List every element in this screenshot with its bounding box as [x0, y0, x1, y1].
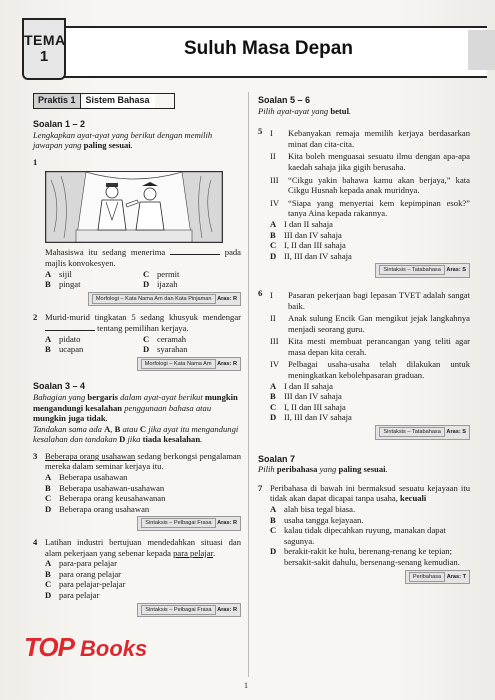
topic-tag	[258, 425, 470, 440]
option-letter: C	[45, 493, 52, 504]
roman-numeral: III	[270, 174, 279, 185]
topic-tag	[33, 357, 241, 372]
option-text: alah bisa tegal biasa.	[284, 504, 356, 514]
option-text: III dan IV sahaja	[284, 229, 342, 240]
t: bergaris	[87, 391, 118, 402]
theme-number: 1	[39, 48, 49, 65]
t: .	[200, 434, 203, 445]
option-letter: C	[143, 268, 150, 279]
option-letter: D	[45, 590, 52, 600]
question-3-options	[33, 472, 241, 514]
question-number: 5	[258, 126, 263, 137]
t: Bahagian yang	[33, 391, 88, 402]
option-letter: D	[270, 546, 277, 557]
statement-iii	[270, 175, 470, 196]
q4-text: Latihan industri bertujuan mendedahkan situasi dan alam pekerjaan yang sebenar kepada	[45, 537, 241, 558]
t: mungkin juga tidak	[33, 413, 106, 424]
option-text: berakit-rakit ke hulu, berenang-renang ke tepian; bersakit-sakit dahulu, bersenang-senang kemudian.	[284, 546, 460, 567]
option-c[interactable]	[45, 493, 241, 504]
section-heading-3-4: Soalan 3 – 4	[33, 381, 86, 392]
option-text: permit	[157, 268, 180, 279]
option-letter: B	[270, 514, 276, 525]
option-text: I, II dan III sahaja	[284, 240, 346, 251]
option-letter: B	[270, 229, 276, 240]
option-d[interactable]	[143, 344, 241, 355]
option-d[interactable]	[270, 251, 470, 262]
roman-numeral: III	[270, 336, 279, 347]
statement-i	[270, 128, 470, 149]
t: ,	[110, 423, 115, 434]
topic-tag-label	[137, 603, 241, 618]
option-c[interactable]	[45, 579, 241, 590]
statement-text: “Siapa yang menyertai kem kepimpinan esok?” tanya Aina kepada rakannya.	[288, 197, 470, 219]
question-number: 1	[33, 156, 38, 167]
section-heading-7: Soalan 7	[258, 453, 296, 464]
tag-level: Aras: R	[217, 360, 237, 367]
option-letter: A	[45, 268, 52, 279]
t: .	[385, 464, 388, 475]
statement-text: Pasaran pekerjaan bagi lepasan TVET adalah sangat baik.	[288, 289, 470, 311]
question-number: 7	[258, 482, 263, 493]
option-text: I dan II sahaja	[284, 218, 333, 229]
t: paling sesuai	[338, 464, 386, 475]
question-number: 6	[258, 287, 263, 298]
question-6-statements	[270, 288, 470, 381]
t: D	[119, 434, 126, 445]
option-c[interactable]	[270, 525, 470, 546]
tag-level: Aras: R	[217, 295, 237, 302]
option-a[interactable]	[45, 269, 143, 280]
option-b[interactable]	[270, 515, 470, 526]
option-text: ijazah	[157, 279, 178, 290]
option-text: II, III dan IV sahaja	[284, 250, 352, 261]
option-letter: C	[143, 333, 150, 344]
option-text: para-para pelajar	[59, 558, 117, 569]
option-a[interactable]	[45, 558, 241, 569]
option-letter: D	[143, 279, 150, 290]
q7-text: Peribahasa di bawah ini bermaksud sesuatu kejayaan itu tidak akan dapat dicapai tanpa usaha,	[270, 482, 470, 504]
question-1	[33, 157, 241, 168]
t: atau	[120, 423, 140, 434]
praktis-number: Praktis 1	[34, 94, 81, 108]
t: jika	[125, 434, 143, 445]
question-6-options	[258, 381, 470, 423]
tag-topic: Morfologi – Kata Nama Am	[141, 359, 216, 369]
option-d[interactable]	[45, 504, 241, 515]
option-a[interactable]	[45, 334, 143, 345]
option-a[interactable]	[270, 219, 470, 230]
statement-i	[270, 290, 470, 311]
roman-numeral: I	[270, 289, 273, 300]
option-text: para pelajar	[59, 590, 100, 600]
option-d[interactable]	[143, 279, 241, 290]
praktis-label	[33, 93, 175, 109]
section-heading-1-2: Soalan 1 – 2	[33, 119, 86, 129]
option-letter: B	[45, 344, 51, 355]
t: A	[104, 423, 111, 434]
t: jika ayat itu mengandungi kesalahan dan tandakan	[33, 423, 239, 445]
instr-bold: paling sesuai	[83, 140, 131, 151]
option-text: ucapan	[59, 344, 84, 355]
question-3	[33, 451, 241, 472]
option-text: para orang pelajar	[59, 568, 122, 579]
option-letter: C	[270, 525, 277, 536]
page-title: Suluh Masa Depan	[184, 38, 353, 59]
roman-numeral: II	[270, 151, 276, 162]
option-letter: A	[270, 380, 277, 391]
instr-text: Lengkapkan ayat-ayat yang berikut dengan memilih jawapan yang	[33, 129, 213, 151]
instruction-3-4	[33, 392, 241, 445]
option-letter: B	[270, 391, 276, 402]
statement-ii	[270, 313, 470, 334]
t: tiada kesalahan	[142, 434, 201, 445]
option-c[interactable]	[143, 334, 241, 345]
topic-tag	[33, 292, 241, 307]
instruction-5-6	[258, 106, 470, 117]
option-b[interactable]	[270, 391, 470, 402]
question-5-options	[258, 219, 470, 261]
option-a[interactable]	[270, 381, 470, 392]
answer-blank	[170, 254, 220, 255]
option-text: sijil	[59, 268, 72, 279]
graduation-ceremony-image	[46, 172, 222, 242]
q4-end: .	[212, 547, 216, 558]
question-2-options	[45, 334, 241, 355]
option-text: I dan II sahaja	[284, 380, 333, 391]
t: .	[105, 413, 108, 424]
praktis-topic: Sistem Bahasa	[81, 94, 155, 108]
topic-tag	[258, 570, 470, 585]
question-7	[258, 483, 470, 504]
question-5	[258, 126, 470, 219]
tag-level: Aras: R	[217, 520, 237, 527]
tag-level: Aras: S	[446, 267, 466, 274]
tag-topic: Sintaksis – Tatabahasa	[379, 265, 444, 275]
graduation-illustration	[45, 171, 223, 243]
t: mungkin mengandungi kesalahan	[33, 391, 238, 413]
q1-text-a: Mahasiswa itu sedang menerima	[45, 247, 171, 258]
t: Tandakan sama ada	[33, 423, 105, 434]
underlined-phrase: para pelajar	[173, 547, 213, 558]
option-letter: A	[270, 504, 277, 514]
tag-level: Aras: S	[446, 429, 466, 436]
t: B	[114, 423, 121, 434]
header-right-block	[468, 30, 495, 70]
question-number: 2	[33, 312, 38, 323]
option-b[interactable]	[45, 279, 143, 290]
tag-level: Aras: R	[217, 606, 237, 613]
statement-iii	[270, 336, 470, 357]
question-4-text	[45, 537, 241, 558]
right-column	[258, 93, 470, 584]
topbooks-watermark-logo	[24, 630, 156, 674]
option-letter: C	[270, 401, 277, 412]
t: Pilih ayat-ayat yang	[258, 105, 331, 116]
statement-text: Kebanyakan remaja memilih kerjaya berdasarkan minat dan cita-cita.	[288, 128, 470, 149]
t: betul	[330, 105, 349, 116]
q7-bold: kecuali	[400, 493, 427, 504]
option-letter: B	[45, 279, 51, 290]
t: peribahasa	[276, 464, 318, 475]
theme-tab	[22, 18, 66, 80]
statement-text: “Cikgu yakin bahawa kamu akan berjaya,” kata Cikgu Husnah kepada anak muridnya.	[288, 174, 470, 196]
option-letter: B	[45, 482, 51, 493]
option-b[interactable]	[45, 483, 241, 494]
t: Pilih	[258, 464, 277, 475]
option-c[interactable]	[270, 240, 470, 251]
option-text: III dan IV sahaja	[284, 391, 342, 402]
left-column	[33, 93, 241, 617]
option-c[interactable]	[143, 269, 241, 280]
question-3-text	[45, 451, 241, 472]
question-7-text	[270, 483, 470, 504]
question-7-options	[258, 504, 470, 568]
option-text: syarahan	[157, 344, 188, 355]
option-b[interactable]	[270, 230, 470, 241]
question-number: 4	[33, 537, 38, 548]
option-letter: A	[45, 333, 52, 344]
t: dalam ayat-ayat berikut	[117, 391, 205, 402]
option-text: usaha tangga kejayaan.	[284, 514, 364, 525]
instr-end: .	[130, 140, 133, 151]
question-2	[33, 312, 241, 333]
topic-tag-label	[137, 516, 241, 531]
option-text: pidato	[59, 333, 81, 344]
tag-topic: Sintaksis – Pelbagai Frasa	[141, 518, 215, 528]
topic-tag-label	[375, 263, 470, 278]
option-letter: A	[45, 558, 52, 569]
q2-text-b: tentang pemilihan kerjaya.	[95, 322, 189, 333]
topic-tag	[33, 516, 241, 531]
tag-topic: Morfologi – Kata Nama Am dan Kata Pinjaman	[92, 294, 216, 304]
option-d[interactable]	[270, 546, 470, 567]
answer-blank	[45, 330, 95, 331]
topic-tag-label	[375, 425, 470, 440]
page-number: 1	[244, 681, 248, 690]
statement-text: Kita boleh menguasai sesuatu ilmu dengan apa-apa kaedah sahaja jika gigih berusaha.	[288, 151, 470, 172]
q2-text-a: Murid-murid tingkatan 5 sedang khusyuk mendengar	[45, 312, 241, 323]
option-text: Beberapa orang keusahawanan	[59, 493, 166, 504]
option-letter: C	[270, 240, 277, 251]
option-letter: D	[45, 503, 52, 514]
option-d[interactable]	[45, 590, 241, 601]
option-text: kalau tidak dipecahkan ruyung, manakan dapat sagunya.	[284, 525, 446, 546]
roman-numeral: II	[270, 313, 276, 324]
option-text: Beberapa orang usahawan	[59, 503, 150, 514]
t: C	[139, 423, 147, 434]
topic-tag	[33, 603, 241, 618]
statement-iv	[270, 359, 470, 380]
statement-text: Kita mesti membuat perancangan yang teliti agar masa depan kita cerah.	[288, 336, 470, 357]
statement-text: Pelbagai usaha-usaha telah dilakukan untuk meningkatkan kebolehpasaran graduan.	[288, 359, 470, 381]
question-4-options	[33, 558, 241, 600]
option-text: Beberapa usahawan-usahawan	[59, 482, 165, 493]
option-letter: D	[143, 344, 150, 355]
question-4	[33, 537, 241, 558]
statement-text: Anak sulung Encik Gan mengikut jejak langkahnya menjadi seorang guru.	[288, 313, 470, 334]
column-divider	[248, 92, 249, 677]
option-letter: A	[45, 472, 52, 483]
tag-level: Aras: T	[446, 573, 466, 580]
q1-text-b: pada majlis konvokesyen.	[45, 247, 241, 268]
instruction-7	[258, 464, 470, 475]
roman-numeral: I	[270, 128, 273, 139]
option-letter: B	[45, 568, 51, 579]
question-number: 3	[33, 450, 38, 461]
tag-topic: Sintaksis – Tatabahasa	[379, 427, 444, 437]
option-d[interactable]	[270, 412, 470, 423]
option-text: Beberapa usahawan	[59, 472, 128, 483]
topic-tag-label	[405, 570, 470, 585]
statement-ii	[270, 151, 470, 172]
logo-books-text: Books	[80, 636, 148, 661]
option-c[interactable]	[270, 402, 470, 413]
option-b[interactable]	[45, 344, 143, 355]
option-text: ceramah	[157, 333, 187, 344]
question-5-statements	[270, 126, 470, 219]
question-6	[258, 288, 470, 381]
underlined-phrase: Beberapa orang usahawan	[45, 450, 136, 461]
question-1-options	[45, 269, 241, 290]
option-letter: A	[270, 218, 277, 229]
option-letter: D	[270, 250, 277, 261]
statement-iv	[270, 198, 470, 219]
option-letter: D	[270, 412, 277, 423]
topic-tag-label	[137, 357, 241, 372]
option-b[interactable]	[45, 569, 241, 580]
instruction-1-2	[33, 130, 241, 151]
section-heading-5-6: Soalan 5 – 6	[258, 95, 311, 105]
option-text: para pelajar-pelajar	[59, 579, 126, 590]
roman-numeral: IV	[270, 197, 280, 208]
question-2-text	[45, 312, 241, 333]
option-text: II, III dan IV sahaja	[284, 412, 352, 423]
roman-numeral: IV	[270, 359, 280, 370]
option-text: pingat	[59, 279, 81, 290]
topic-tag	[258, 263, 470, 278]
option-text: I, II dan III sahaja	[284, 401, 346, 412]
tag-topic: Sintaksis – Pelbagai Frasa	[141, 605, 215, 615]
t: .	[348, 105, 352, 116]
q3-rest: sedang berkongsi pengalaman mereka dalam seminar kerjaya itu.	[45, 450, 241, 472]
option-a[interactable]	[45, 472, 241, 483]
logo-top-text: TOP	[24, 632, 74, 662]
option-a[interactable]	[270, 504, 470, 515]
t: yang	[317, 464, 339, 475]
theme-label: TEMA	[24, 32, 66, 48]
t: penggunaan bahasa atau	[122, 402, 212, 413]
option-letter: C	[45, 579, 52, 590]
tag-topic: Peribahasa	[409, 572, 445, 582]
question-1-text	[45, 247, 241, 268]
topic-tag-label	[88, 292, 241, 307]
